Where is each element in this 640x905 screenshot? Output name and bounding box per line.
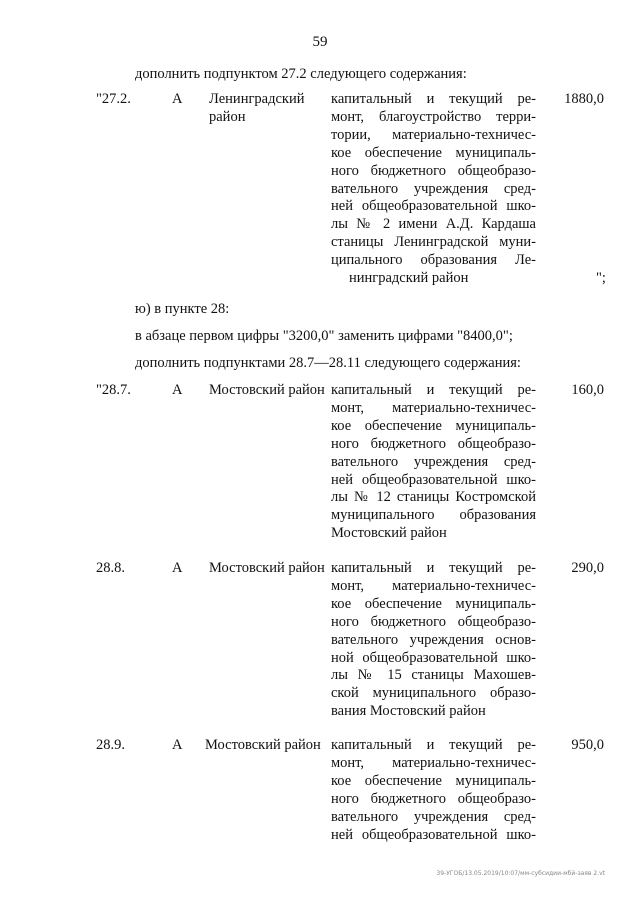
row-district: Мостовский район xyxy=(209,560,325,576)
row-description: капитальный и текущий ре- монт, материально-техничес- кое обеспечение муниципаль- ного бюджетного общеобразо- вательного учреждения сред- ней общеобразовательной шко- лы № 12 станицы Костромской муниципального образования Мостовский район xyxy=(331,382,536,542)
paragraph-abzac: в абзаце первом цифры "3200,0" заменить цифрами "8400,0"; xyxy=(135,328,513,344)
row-amount: 1880,0 xyxy=(564,91,604,107)
paragraph-yu: ю) в пункте 28: xyxy=(135,301,230,317)
row-closing-quote: "; xyxy=(596,270,606,286)
row-district: Мостовский район xyxy=(209,382,325,398)
row-description: капитальный и текущий ре- монт, материально-техничес- кое обеспечение муниципаль- ного бюджетного общеобразо- вательного учреждения основ- ной общеобразовательной шко- лы № 15 станицы Махошев- ской муниципального образо- вания Мостовский район xyxy=(331,560,536,720)
row-description: капитальный и текущий ре- монт, материально-техничес- кое обеспечение муниципаль- ного бюджетного общеобразо- вательного учреждения сред- ней общеобразовательной шко- xyxy=(331,737,536,843)
row-amount: 290,0 xyxy=(571,560,604,576)
row-category: А xyxy=(172,91,183,107)
page-number: 59 xyxy=(312,34,328,50)
row-category: А xyxy=(172,382,183,398)
row-district: Ленинградский район xyxy=(209,91,305,125)
row-description: капитальный и текущий ре- монт, благоустройство терри- тории, материально-техничес- кое обеспечение муниципаль- ного бюджетного общеобразо- вательного учреждения сред- ней общеобразовательной шко- лы № 2 имени А.Д. Кардаша станицы Ленинградской муни- ципального образования Ле- нинградский район xyxy=(331,91,536,287)
row-number: 28.8. xyxy=(96,560,125,576)
row-category: А xyxy=(172,560,183,576)
row-category: А xyxy=(172,737,183,753)
row-number: "27.2. xyxy=(96,91,131,107)
row-number: 28.9. xyxy=(96,737,125,753)
row-amount: 950,0 xyxy=(571,737,604,753)
row-number: "28.7. xyxy=(96,382,131,398)
intro-27-paragraph: дополнить подпунктом 27.2 следующего содержания: xyxy=(135,66,467,82)
footer-file-path: 39-УГОБ/13.05.2019/10:07/мм-субсидии-мбй-заяв 2.vt xyxy=(436,870,605,877)
paragraph-dopoln: дополнить подпунктами 28.7—28.11 следующего содержания: xyxy=(135,355,521,371)
row-district: Мостовский район xyxy=(205,737,321,753)
row-amount: 160,0 xyxy=(571,382,604,398)
